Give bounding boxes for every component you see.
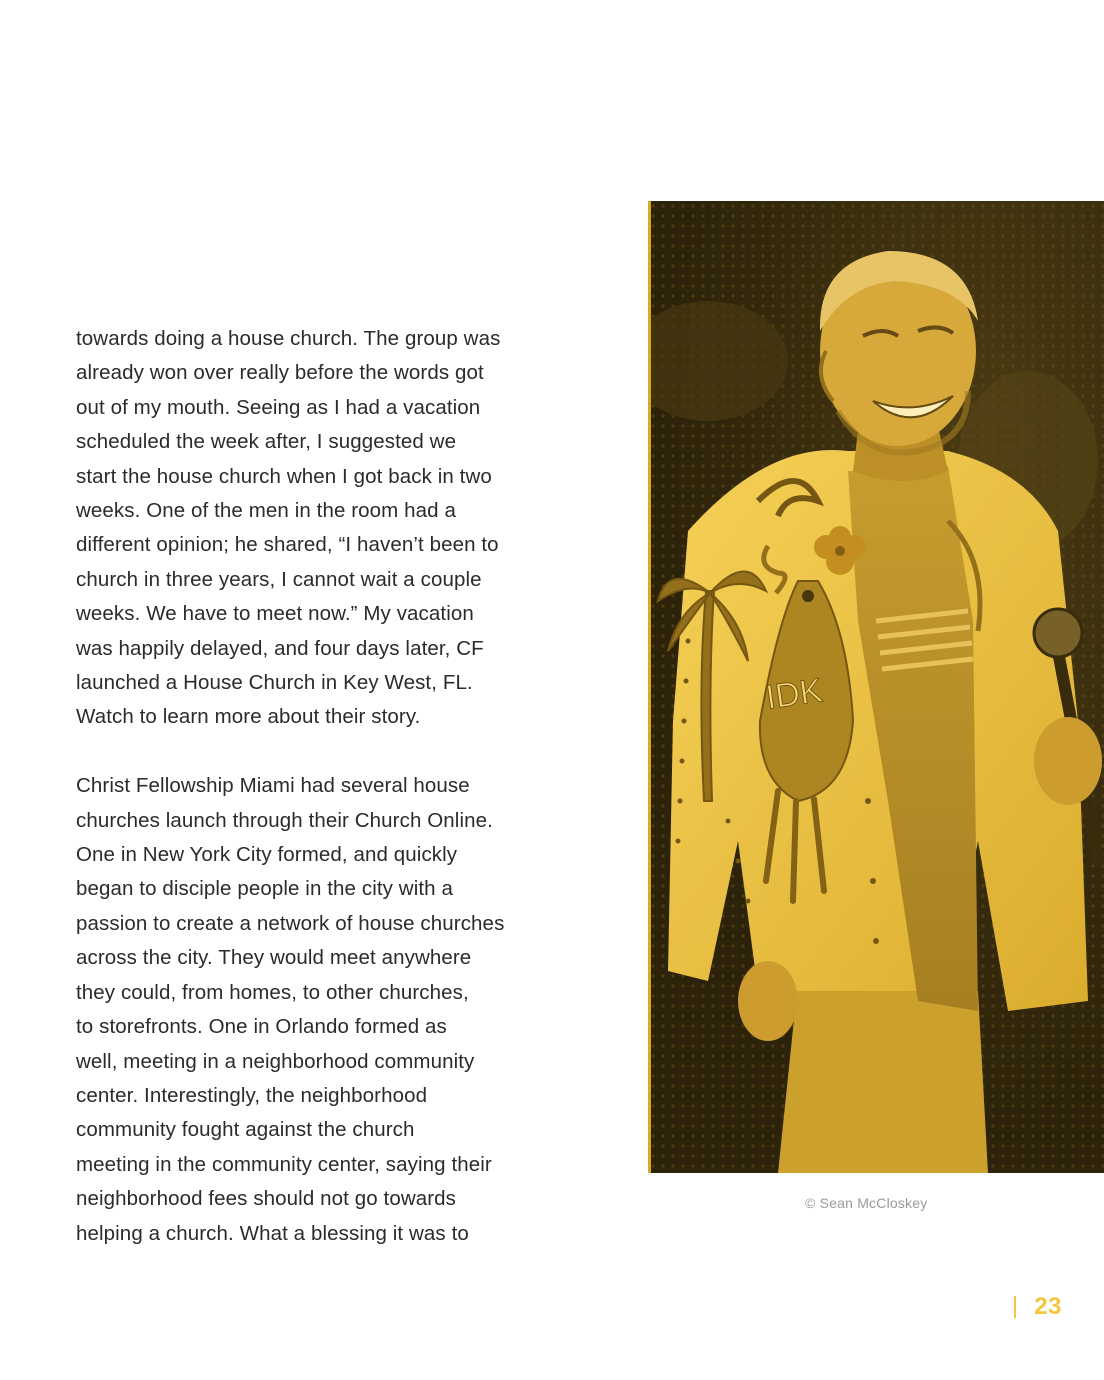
text-line: launched a House Church in Key West, FL.: [76, 671, 473, 695]
photo-left-edge: [648, 201, 651, 1173]
text-line: weeks. One of the men in the room had a: [76, 499, 456, 523]
text-line: meeting in the community center, saying their: [76, 1152, 492, 1176]
performer-photo: [648, 201, 1104, 1173]
text-line: they could, from homes, to other churches,: [76, 980, 469, 1004]
text-line: churches launch through their Church Online.: [76, 808, 493, 832]
text-line: out of my mouth. Seeing as I had a vacation: [76, 395, 481, 419]
text-line: community fought against the church: [76, 1118, 415, 1142]
page-footer: [1014, 1290, 1062, 1324]
text-line: neighborhood fees should not go towards: [76, 1187, 457, 1211]
jacket-lettering: IDK: [763, 671, 825, 717]
text-line: passion to create a network of house churches: [76, 911, 505, 935]
text-line: start the house church when I got back in two: [76, 464, 492, 488]
photo-tint: [648, 201, 1104, 1173]
page-divider: [1014, 1296, 1016, 1318]
paragraph-2: [76, 769, 556, 1251]
text-line: center. Interestingly, the neighborhood: [76, 1083, 428, 1107]
text-line: to storefronts. One in Orlando formed as: [76, 1015, 447, 1039]
text-line: Christ Fellowship Miami had several house: [76, 774, 470, 798]
text-line: began to disciple people in the city with a: [76, 877, 453, 901]
performer-illustration: [648, 201, 1104, 1173]
text-line: different opinion; he shared, “I haven’t been to: [76, 533, 499, 557]
text-line: church in three years, I cannot wait a couple: [76, 567, 482, 591]
article-body: [76, 322, 556, 1251]
photo-credit: © Sean McCloskey: [805, 1195, 928, 1211]
text-line: weeks. We have to meet now.” My vacation: [76, 602, 474, 626]
text-line: Watch to learn more about their story.: [76, 705, 421, 729]
page-number: 23: [1034, 1293, 1062, 1320]
text-line: was happily delayed, and four days later, CF: [76, 636, 484, 660]
text-line: helping a church. What a blessing it was to: [76, 1221, 469, 1245]
paragraph-1: [76, 322, 556, 735]
text-line: across the city. They would meet anywhere: [76, 946, 472, 970]
text-line: already won over really before the words got: [76, 361, 484, 385]
text-line: well, meeting in a neighborhood community: [76, 1049, 475, 1073]
text-line: scheduled the week after, I suggested we: [76, 430, 457, 454]
text-line: One in New York City formed, and quickly: [76, 843, 458, 867]
text-line: towards doing a house church. The group was: [76, 327, 501, 350]
